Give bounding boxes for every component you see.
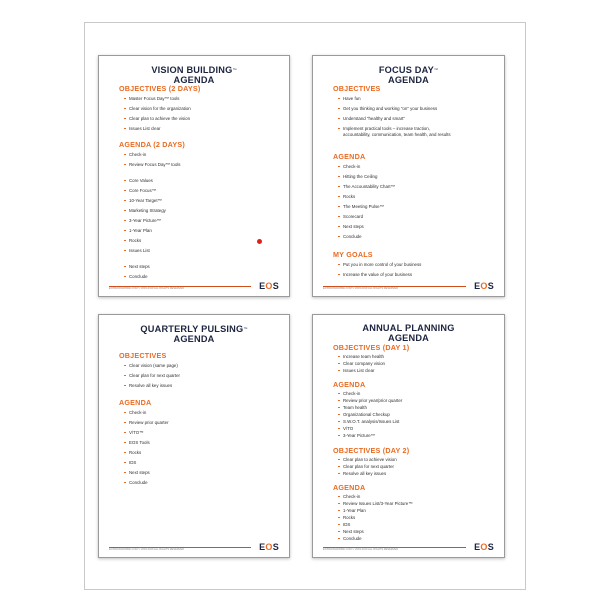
objectives-heading: OBJECTIVES (2 DAYS)	[119, 84, 201, 93]
list-item: Next steps	[129, 264, 181, 274]
objectives-list	[119, 96, 191, 136]
list-item: Check-in	[343, 494, 413, 501]
list-item: Review prior quarter	[129, 420, 169, 430]
footer-text: EOSWORLDWIDE.COM © 2003-2019 ALL RIGHTS RESERVED	[109, 548, 184, 551]
list-item: Next steps	[129, 470, 169, 480]
list-item: Increase the value of your business	[343, 272, 421, 282]
list-item: Get you thinking and working "on" your business	[343, 106, 451, 116]
list-item: Scorecard	[343, 214, 395, 224]
objectives-heading: OBJECTIVES	[119, 351, 167, 360]
list-item: Core Focus™	[129, 188, 181, 198]
list-item: Core Values	[129, 178, 181, 188]
title-line-2: AGENDA	[387, 333, 429, 343]
card-title	[99, 324, 289, 344]
list-item-continuation: accountability, communication, team health, and results	[343, 132, 451, 137]
card-footer	[109, 542, 279, 552]
list-item: 3-Year Picture™	[343, 433, 402, 440]
title-line-1: FOCUS DAY	[378, 65, 434, 75]
list-item: Understand "healthy and smart"	[343, 116, 451, 126]
list-item: IDS	[129, 460, 169, 470]
list-item: The Meeting Pulse™	[343, 204, 395, 214]
list-item: Have fun	[343, 96, 451, 106]
list-item: Increase team health	[343, 354, 385, 359]
list-item: Issues List clear	[129, 126, 191, 136]
list-item: Next steps	[343, 224, 395, 234]
objectives-day2-list	[333, 457, 397, 478]
footer-text: EOSWORLDWIDE.COM © 2003-2019 ALL RIGHTS RESERVED	[323, 548, 398, 551]
title-line-2: AGENDA	[387, 75, 429, 85]
agenda-day1-heading: AGENDA	[333, 380, 366, 389]
list-item: Team health	[343, 405, 402, 412]
agenda-list	[119, 152, 181, 284]
card-title	[313, 65, 504, 85]
list-item: Rocks	[129, 450, 169, 460]
list-item: Clear vision (same page)	[129, 363, 180, 373]
list-item: 10-Year Target™	[129, 198, 181, 208]
list-item: V/TO	[343, 426, 402, 433]
list-item: Review prior year/prior quarter	[343, 398, 403, 403]
list-item: Next steps	[343, 529, 413, 536]
agenda-heading: AGENDA	[333, 152, 366, 161]
card-title	[313, 323, 504, 343]
agenda-heading: AGENDA	[119, 398, 152, 407]
eos-logo: EOS	[474, 281, 494, 291]
list-item: Conclude	[343, 234, 395, 244]
list-item: Check-in	[343, 391, 402, 398]
list-item: The Accountability Chart™	[343, 184, 395, 194]
card-title	[99, 65, 289, 85]
list-item: Clear company vision	[343, 361, 385, 366]
list-item: EOS Tools	[129, 440, 169, 450]
list-item: Review Issues List/3-Year Picture™	[343, 501, 413, 506]
title-line-2: AGENDA	[173, 75, 215, 85]
list-item: 3-Year Picture™	[129, 218, 181, 228]
list-item: Master Focus Day™ tools	[129, 96, 191, 106]
objectives-day2-heading: OBJECTIVES (DAY 2)	[333, 446, 410, 455]
goals-list	[333, 262, 421, 282]
list-item: Implement practical tools – increase traction,	[343, 126, 451, 132]
card-footer	[109, 281, 279, 291]
list-item: Resolve all key issues	[129, 383, 180, 393]
footer-text: EOSWORLDWIDE.COM © 2003-2019 ALL RIGHTS RESERVED	[323, 287, 398, 290]
list-item: 1-Year Plan	[129, 228, 181, 238]
list-item: Issues List	[129, 248, 181, 264]
agenda-day2-list	[333, 494, 413, 543]
list-item: Check-in	[129, 152, 181, 162]
list-item: Issues List clear	[343, 368, 385, 375]
title-line-2: AGENDA	[173, 334, 215, 344]
trademark-mark: ™	[433, 67, 439, 72]
list-item: Check-in	[343, 164, 395, 174]
list-item: Hitting the Ceiling	[343, 174, 395, 184]
red-dot-marker	[257, 239, 262, 244]
list-item: 1-Year Plan	[343, 508, 413, 515]
list-item: Clear plan for next quarter	[129, 373, 180, 383]
list-item: Clear plan to achieve vision	[343, 457, 397, 462]
eos-logo: EOS	[259, 542, 279, 552]
list-item: Clear vision for the organization	[129, 106, 191, 116]
focus-day-card	[312, 55, 505, 297]
goals-heading: MY GOALS	[333, 250, 373, 259]
objectives-list	[119, 363, 180, 393]
eos-logo: EOS	[474, 542, 494, 552]
objectives-list	[333, 96, 451, 142]
list-item: Put you in more control of your business	[343, 262, 421, 272]
agenda-heading: AGENDA (2 DAYS)	[119, 140, 185, 149]
trademark-mark: ™	[243, 326, 248, 331]
list-item: Resolve all key issues	[343, 471, 397, 478]
agenda-day1-list	[333, 391, 402, 440]
list-item: S.W.O.T. analysis/Issues List	[343, 419, 402, 426]
title-line-1: ANNUAL PLANNING	[362, 323, 455, 333]
objectives-day1-heading: OBJECTIVES (DAY 1)	[333, 343, 410, 352]
objectives-heading: OBJECTIVES	[333, 84, 381, 93]
list-item: Conclude	[129, 274, 181, 284]
list-item: Organizational Checkup	[343, 412, 402, 419]
list-item: Conclude	[129, 480, 169, 490]
quarterly-pulsing-card	[98, 314, 290, 558]
title-line-1: QUARTERLY PULSING	[140, 324, 244, 334]
annual-planning-card	[312, 314, 505, 558]
agenda-list	[333, 164, 395, 244]
list-item: Rocks	[343, 194, 395, 204]
card-footer	[323, 542, 494, 552]
list-item: Rocks	[129, 238, 181, 248]
eos-logo: EOS	[259, 281, 279, 291]
list-item: Rocks	[343, 515, 413, 522]
list-item: Check-in	[129, 410, 169, 420]
title-line-1: VISION BUILDING	[151, 65, 233, 75]
list-item: Marketing Strategy	[129, 208, 181, 218]
card-footer	[323, 281, 494, 291]
vision-building-card	[98, 55, 290, 297]
list-item: Conclude	[343, 536, 413, 543]
footer-text: EOSWORLDWIDE.COM © 2003-2019 ALL RIGHTS RESERVED	[109, 287, 184, 290]
objectives-day1-list	[333, 354, 385, 375]
agenda-list	[119, 410, 169, 490]
list-item: Clear plan to achieve the vision	[129, 116, 191, 126]
list-item: IDS	[343, 522, 413, 529]
list-item: Review Focus Day™ tools	[129, 162, 181, 178]
agenda-day2-heading: AGENDA	[333, 483, 366, 492]
list-item: Clear plan for next quarter	[343, 464, 397, 471]
list-item: V/TO™	[129, 430, 169, 440]
trademark-mark: ™	[232, 67, 237, 72]
